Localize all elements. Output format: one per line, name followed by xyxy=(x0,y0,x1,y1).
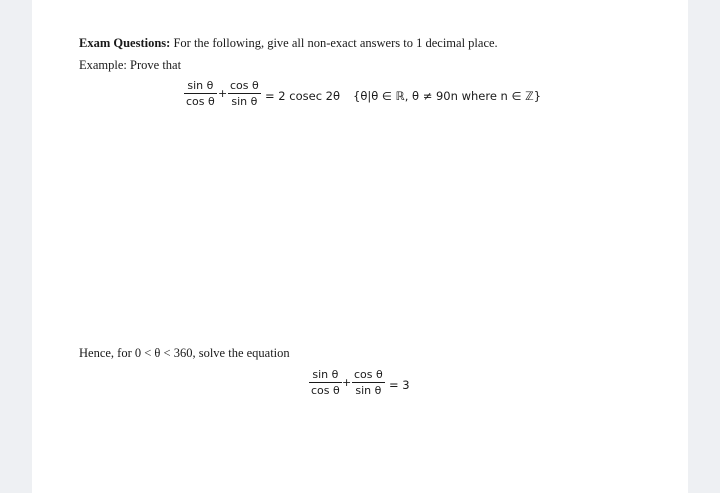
question-fraction-sin-over-cos xyxy=(309,368,342,397)
heading-text: For the following, give all non-exact answers to 1 decimal place. xyxy=(170,36,498,50)
identity-rhs: = 2 cosec 2θ xyxy=(265,89,341,103)
identity-condition: {θ|θ ∈ ℝ, θ ≠ 90n where n ∈ ℤ} xyxy=(353,89,542,103)
question-fraction-cos-over-sin xyxy=(352,368,385,397)
fraction-denominator: sin θ xyxy=(355,384,382,397)
fraction-numerator: sin θ xyxy=(312,368,339,381)
example-label: Example: Prove that xyxy=(79,58,182,72)
fraction-denominator: sin θ xyxy=(231,95,258,108)
document-page xyxy=(32,0,688,493)
plus-sign: + xyxy=(342,376,352,389)
question-rhs: = 3 xyxy=(389,378,410,392)
heading-bold: Exam Questions: xyxy=(79,36,171,50)
fraction-denominator: cos θ xyxy=(186,95,215,108)
intro-heading xyxy=(79,36,498,51)
fraction-numerator: cos θ xyxy=(230,79,259,92)
fraction-numerator: sin θ xyxy=(187,79,214,92)
question-text: Hence, for 0 < θ < 360, solve the equation xyxy=(79,346,290,360)
fraction-numerator: cos θ xyxy=(354,368,383,381)
fraction-denominator: cos θ xyxy=(311,384,340,397)
plus-sign: + xyxy=(218,87,228,100)
identity-fraction-sin-over-cos xyxy=(184,79,217,108)
identity-fraction-cos-over-sin xyxy=(228,79,261,108)
